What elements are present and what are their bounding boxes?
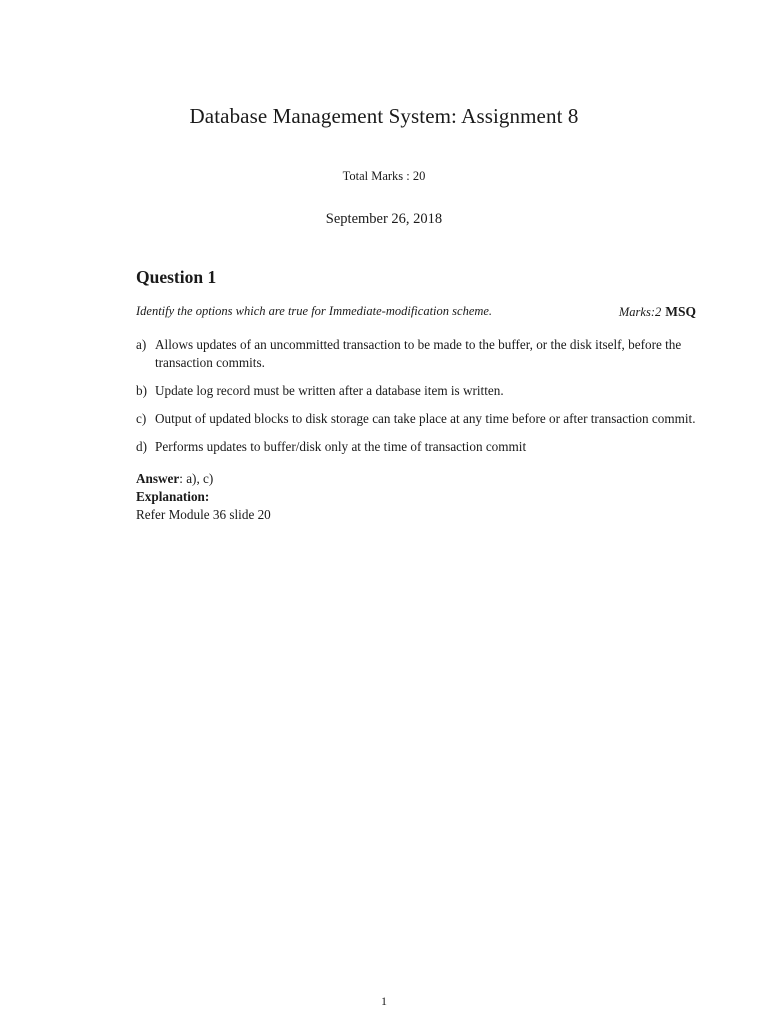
- answer-line: [136, 470, 696, 488]
- question-heading: Question 1: [136, 267, 217, 287]
- option-b: [136, 382, 696, 400]
- option-key: c): [136, 411, 147, 426]
- option-key: d): [136, 439, 147, 454]
- document-title: Database Management System: Assignment 8: [189, 104, 579, 128]
- page-number: 1: [381, 994, 387, 1008]
- answer-block: [136, 470, 696, 524]
- question-type: MSQ: [665, 304, 696, 319]
- explanation-label: Explanation:: [136, 489, 210, 504]
- option-text: Performs updates to buffer/disk only at the time of transaction commit: [155, 439, 527, 454]
- total-marks: Total Marks : 20: [342, 169, 426, 183]
- question-prompt: Identify the options which are true for Immediate-modification scheme.: [136, 304, 493, 318]
- document-date: September 26, 2018: [325, 211, 443, 227]
- option-key: b): [136, 383, 147, 398]
- option-c: [136, 410, 696, 428]
- option-text: Update log record must be written after a database item is written.: [155, 383, 504, 398]
- option-text: Allows updates of an uncommitted transaction to be made to the buffer, or the disk itself, before the transaction commits.: [155, 337, 682, 370]
- option-text: Output of updated blocks to disk storage can take place at any time before or after transaction commit.: [155, 411, 696, 426]
- question-marks: [619, 304, 696, 320]
- question-section: [136, 267, 696, 524]
- option-key: a): [136, 337, 147, 352]
- question-prompt-line: [136, 304, 696, 328]
- option-a: [136, 336, 696, 372]
- option-d: [136, 438, 696, 456]
- options-list: [136, 336, 696, 456]
- explanation-text: Refer Module 36 slide 20: [136, 507, 271, 522]
- marks-value: Marks:2: [618, 305, 662, 319]
- answer-value: : a), c): [179, 471, 214, 486]
- answer-label: Answer: [136, 471, 180, 486]
